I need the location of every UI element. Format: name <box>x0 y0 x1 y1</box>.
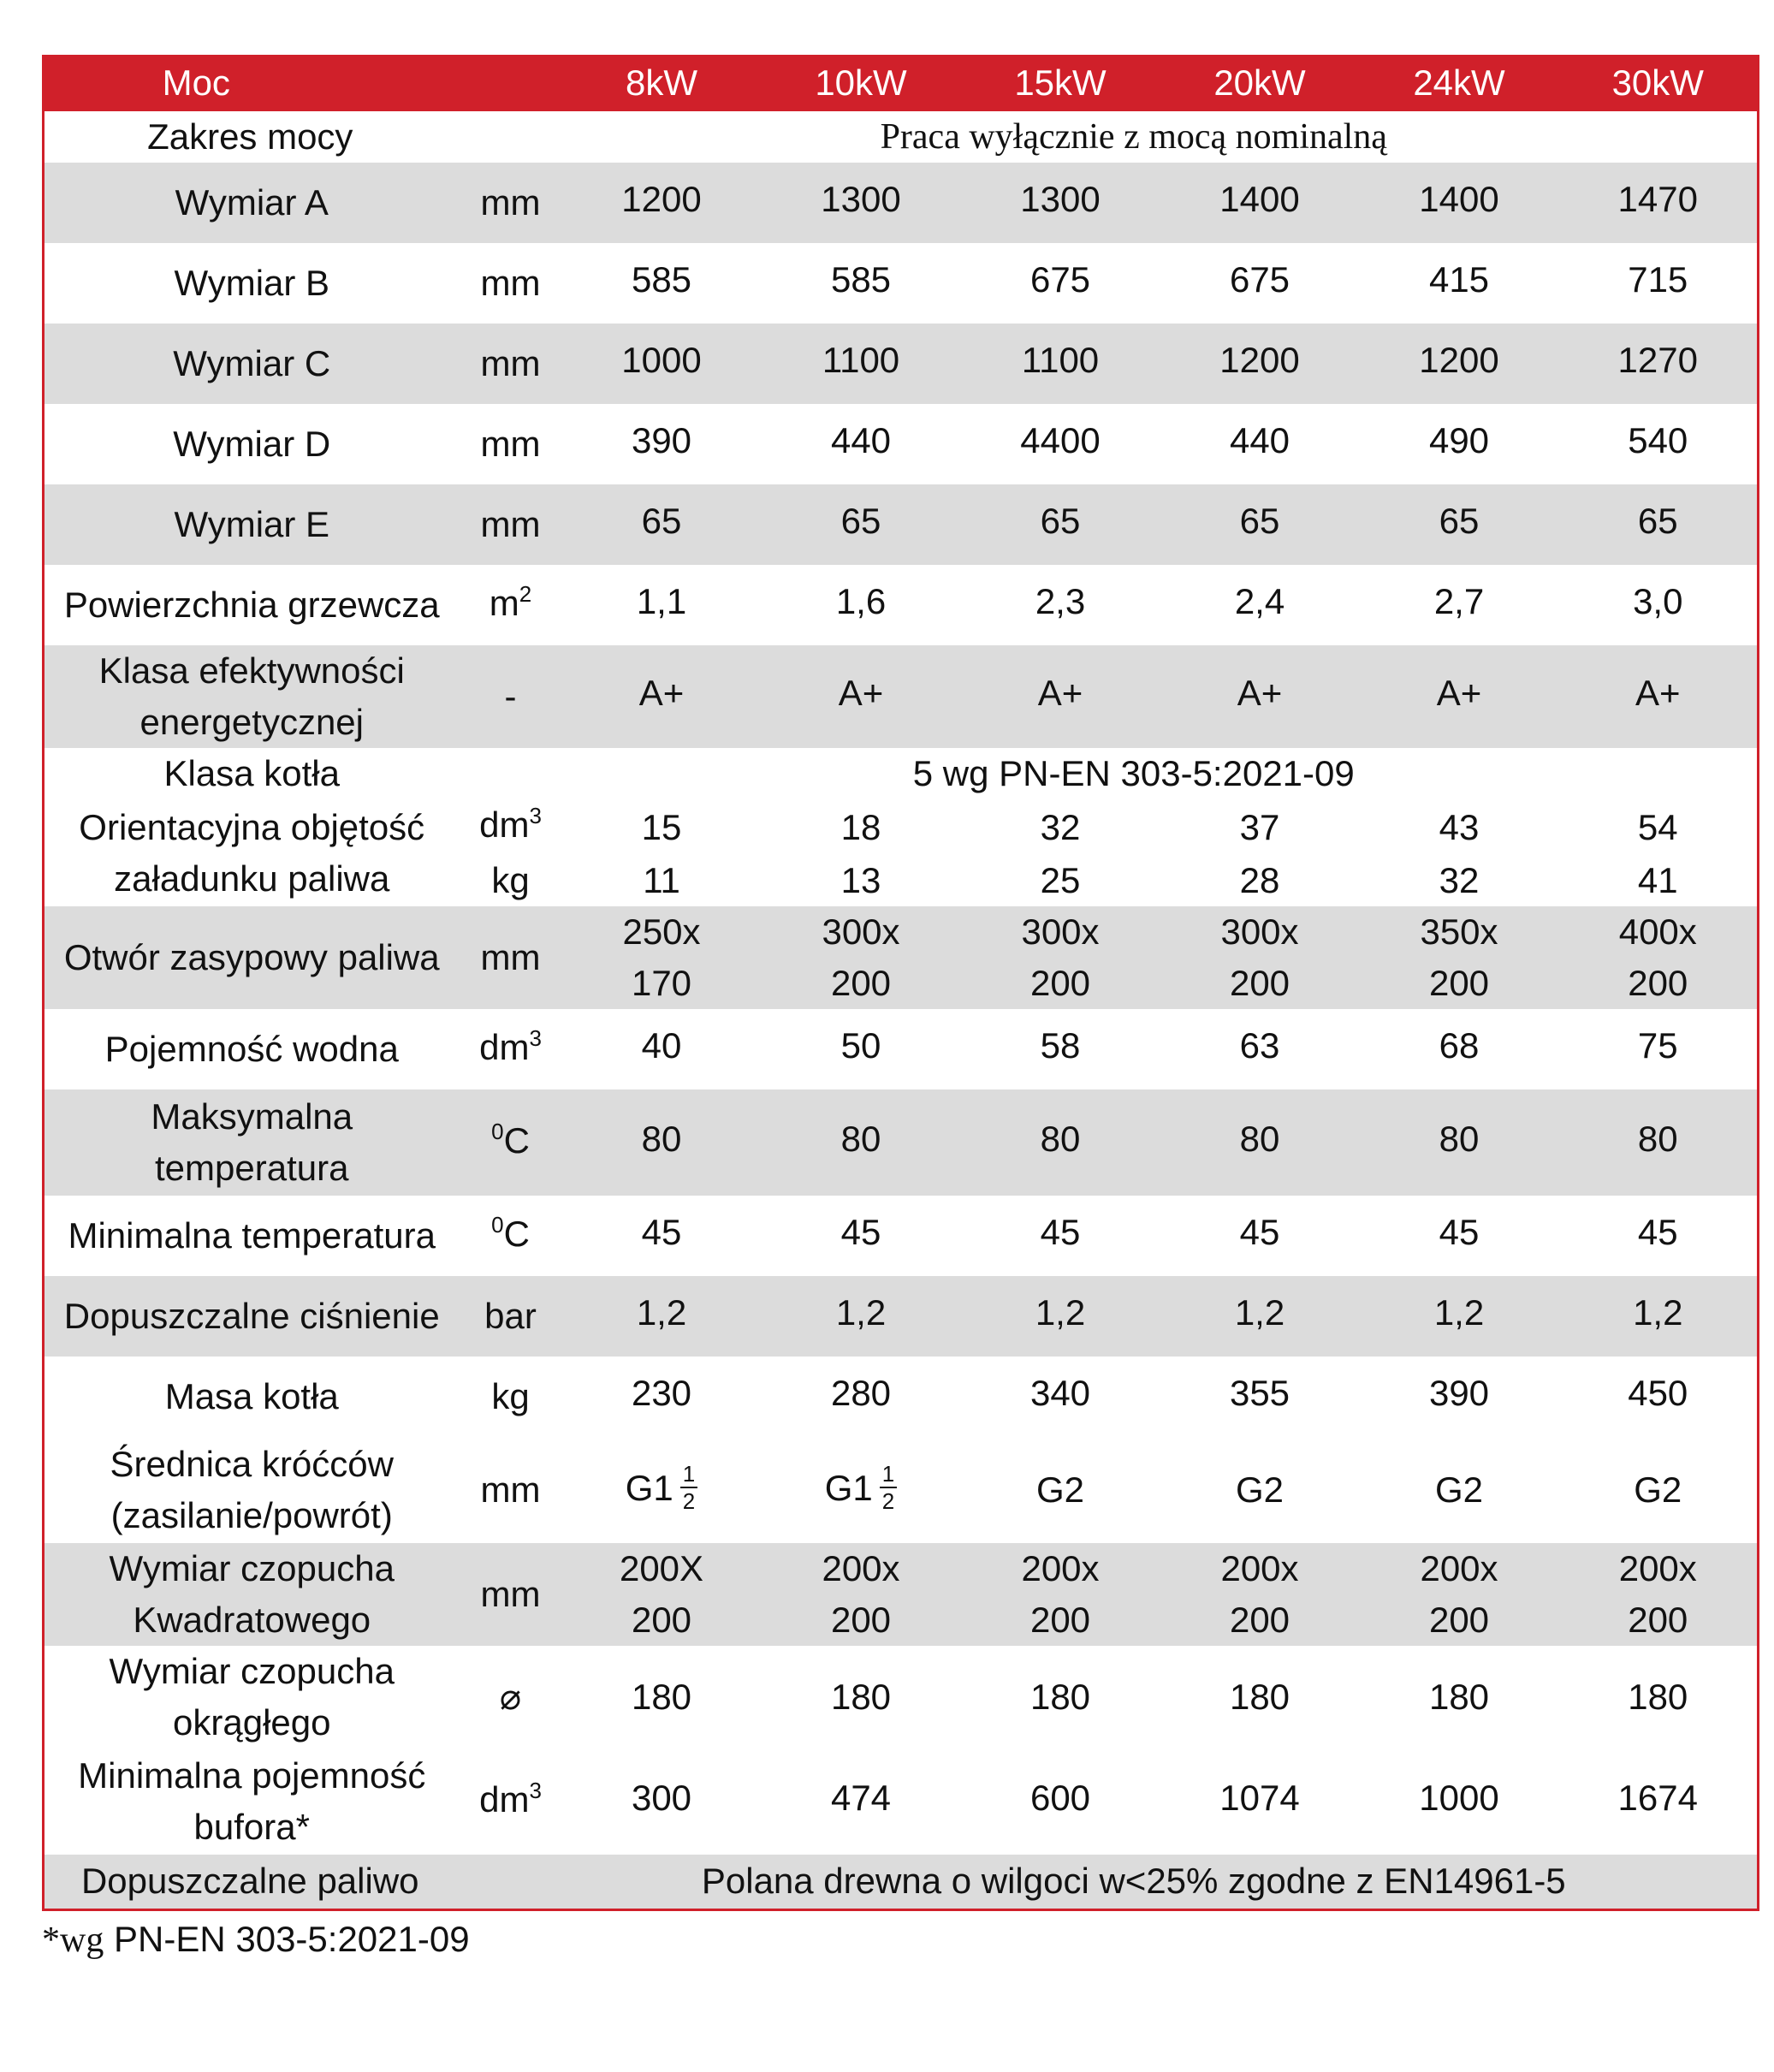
table-row <box>44 484 1759 565</box>
value-line-bottom: 200 <box>1428 1600 1490 1640</box>
value-cell: 440 <box>762 404 961 484</box>
value-cell: 1,2 <box>1559 1276 1759 1357</box>
table-row <box>44 1276 1759 1357</box>
header-power-20kw: 20kW <box>1160 55 1360 111</box>
unit-cell <box>460 565 562 645</box>
value-cell: 300 <box>562 1748 762 1855</box>
value-cell: 450 <box>1559 1357 1759 1437</box>
value-cell <box>1160 1543 1360 1646</box>
value-cell: 1,2 <box>1360 1276 1559 1357</box>
row-label-line: Średnica króćców <box>110 1444 394 1484</box>
unit-cell <box>460 799 562 855</box>
value-line-top: 200x <box>1220 1548 1299 1588</box>
row-czopuch-okragly <box>44 1646 1759 1748</box>
row-value-merged: 5 wg PN-EN 303-5:2021-09 <box>562 748 1759 799</box>
unit-cell <box>460 484 562 565</box>
table-row <box>44 1089 1759 1196</box>
row-label: Dopuszczalne ciśnienie <box>44 1276 460 1357</box>
value-line-top: 400x <box>1618 911 1697 952</box>
value-line-bottom: 200 <box>1229 963 1290 1003</box>
header-power-30kw: 30kW <box>1559 55 1759 111</box>
row-label <box>44 1437 460 1543</box>
value-cell: 2,3 <box>961 565 1160 645</box>
value-line-bottom: 200 <box>830 1600 892 1640</box>
value-line-bottom: 200 <box>1628 963 1688 1003</box>
row-label: Wymiar E <box>44 484 460 565</box>
spec-table <box>42 55 1759 1911</box>
value-cell: 45 <box>961 1196 1160 1276</box>
value-cell <box>961 1437 1160 1543</box>
unit-cell <box>460 1357 562 1437</box>
unit-cell <box>460 1276 562 1357</box>
value-cell: 43 <box>1360 799 1559 855</box>
unit-cell <box>460 1646 562 1748</box>
footnote <box>42 1914 470 1966</box>
row-srednica <box>44 1437 1759 1543</box>
row-bufor <box>44 1748 1759 1855</box>
value-cell: 40 <box>562 1009 762 1089</box>
unit-cell <box>460 645 562 748</box>
value-cell <box>1160 906 1360 1009</box>
table-row <box>44 1009 1759 1089</box>
unit-cell <box>460 243 562 324</box>
row-label: Wymiar D <box>44 404 460 484</box>
value-cell <box>1559 906 1759 1009</box>
row-label <box>44 799 460 906</box>
value-cell: A+ <box>562 645 762 748</box>
value-cell: 80 <box>961 1089 1160 1196</box>
value-cell: 390 <box>562 404 762 484</box>
value-cell: 415 <box>1360 243 1559 324</box>
row-zaladunek <box>44 799 1759 855</box>
unit-text: m <box>489 582 519 623</box>
value-cell: 490 <box>1360 404 1559 484</box>
value-cell: 474 <box>762 1748 961 1855</box>
value-line-top: 300x <box>1220 911 1299 952</box>
value-cell: 41 <box>1559 855 1759 906</box>
unit-cell <box>460 1009 562 1089</box>
row-label-line: temperatura <box>155 1148 349 1188</box>
value-cell: 1,2 <box>562 1276 762 1357</box>
value-cell: 1200 <box>562 163 762 243</box>
row-label-line: bufora* <box>193 1807 310 1847</box>
unit-text: C <box>503 1119 530 1161</box>
value-cell: 585 <box>762 243 961 324</box>
value-cell: 1074 <box>1160 1748 1360 1855</box>
row-label-line: Wymiar czopucha <box>109 1548 395 1588</box>
table-row <box>44 404 1759 484</box>
footnote-asterisk: * <box>42 1921 60 1960</box>
row-paliwo <box>44 1855 1759 1909</box>
row-value-merged: Praca wyłącznie z mocą nominalną <box>562 111 1759 163</box>
row-label: Minimalna temperatura <box>44 1196 460 1276</box>
row-label: Otwór zasypowy paliwa <box>44 906 460 1009</box>
value-cell <box>762 1437 961 1543</box>
row-label-line: Klasa efektywności <box>98 650 405 691</box>
value-line-top: 200x <box>822 1548 900 1588</box>
footnote-text: PN-EN 303-5:2021-09 <box>104 1919 470 1959</box>
unit-text: ⌀ <box>499 1677 522 1717</box>
unit-cell <box>460 404 562 484</box>
value-cell: A+ <box>1559 645 1759 748</box>
value-cell: A+ <box>1360 645 1559 748</box>
row-label-line: (zasilanie/powrót) <box>110 1495 393 1535</box>
value-cell: 80 <box>1559 1089 1759 1196</box>
value-text: G2 <box>1236 1469 1285 1510</box>
value-cell: 65 <box>1559 484 1759 565</box>
header-power-8kw: 8kW <box>562 55 762 111</box>
value-cell: 80 <box>1160 1089 1360 1196</box>
value-cell: 28 <box>1160 855 1360 906</box>
unit-superscript: 3 <box>529 1024 542 1051</box>
value-line-bottom: 200 <box>1029 1600 1091 1640</box>
unit-text: mm <box>480 182 541 223</box>
value-cell <box>1559 1543 1759 1646</box>
row-label-line: załadunku paliwa <box>114 858 390 899</box>
value-cell: 1,1 <box>562 565 762 645</box>
value-cell: 68 <box>1360 1009 1559 1089</box>
row-klasa-kotla <box>44 748 1759 799</box>
value-cell: 1000 <box>562 324 762 404</box>
unit-text: C <box>503 1213 530 1254</box>
value-cell: 75 <box>1559 1009 1759 1089</box>
value-cell: 390 <box>1360 1357 1559 1437</box>
value-cell: 1300 <box>762 163 961 243</box>
fraction-one-half <box>680 1461 697 1514</box>
unit-cell <box>460 906 562 1009</box>
row-label: Wymiar C <box>44 324 460 404</box>
table-row <box>44 645 1759 748</box>
value-cell: 45 <box>1360 1196 1559 1276</box>
value-cell <box>1360 906 1559 1009</box>
value-text: G1 <box>625 1468 673 1509</box>
value-cell: A+ <box>762 645 961 748</box>
header-row <box>44 55 1759 111</box>
row-label: Masa kotła <box>44 1357 460 1437</box>
row-label-line: Maksymalna <box>151 1096 353 1137</box>
value-cell: 1,2 <box>1160 1276 1360 1357</box>
value-cell: 1,2 <box>961 1276 1160 1357</box>
row-label <box>44 1089 460 1196</box>
value-cell: A+ <box>961 645 1160 748</box>
row-label <box>44 645 460 748</box>
value-line-top: 300x <box>1021 911 1100 952</box>
unit-text: dm <box>479 1026 530 1067</box>
footnote-wg: wg <box>60 1921 104 1960</box>
value-cell: 63 <box>1160 1009 1360 1089</box>
value-cell: 1674 <box>1559 1748 1759 1855</box>
unit-text: bar <box>484 1296 537 1336</box>
value-cell <box>1360 1543 1559 1646</box>
row-otwor <box>44 906 1759 1009</box>
unit-cell <box>460 855 562 906</box>
unit-text: mm <box>480 937 541 977</box>
unit-text: mm <box>480 424 541 464</box>
unit-superscript: 3 <box>529 803 542 828</box>
value-cell: 45 <box>1160 1196 1360 1276</box>
value-cell: 1270 <box>1559 324 1759 404</box>
value-cell <box>961 906 1160 1009</box>
value-cell: 25 <box>961 855 1160 906</box>
value-cell: 675 <box>1160 243 1360 324</box>
value-line-top: 200x <box>1021 1548 1100 1588</box>
value-cell: 180 <box>562 1646 762 1748</box>
value-cell: 18 <box>762 799 961 855</box>
value-line-top: 250x <box>622 911 701 952</box>
fraction-one-half <box>880 1461 897 1514</box>
value-cell: 440 <box>1160 404 1360 484</box>
row-label-line: Minimalna pojemność <box>78 1755 426 1796</box>
table-row <box>44 324 1759 404</box>
table-row <box>44 1196 1759 1276</box>
row-label-line: Kwadratowego <box>133 1600 371 1640</box>
value-cell: 32 <box>1360 855 1559 906</box>
unit-cell <box>460 1437 562 1543</box>
value-cell: 45 <box>762 1196 961 1276</box>
unit-cell <box>460 748 562 799</box>
fraction-denominator: 2 <box>881 1487 895 1514</box>
value-cell <box>1559 1437 1759 1543</box>
value-cell: 1470 <box>1559 163 1759 243</box>
unit-text: dm <box>479 1778 530 1820</box>
table-row <box>44 163 1759 243</box>
unit-text: mm <box>480 1469 541 1510</box>
unit-superscript: 0 <box>491 1211 504 1238</box>
row-label-line: okrągłego <box>173 1702 331 1742</box>
value-text: G2 <box>1036 1469 1085 1510</box>
value-cell: 4400 <box>961 404 1160 484</box>
unit-text: - <box>504 676 517 716</box>
row-value-merged: Polana drewna o wilgoci w<25% zgodne z EN14961-5 <box>562 1855 1759 1909</box>
value-cell: 340 <box>961 1357 1160 1437</box>
value-line-bottom: 170 <box>631 963 692 1003</box>
row-label: Powierzchnia grzewcza <box>44 565 460 645</box>
unit-cell <box>460 1543 562 1646</box>
value-cell: 65 <box>1360 484 1559 565</box>
value-cell: 585 <box>562 243 762 324</box>
value-cell: 715 <box>1559 243 1759 324</box>
value-cell <box>762 906 961 1009</box>
value-cell: 58 <box>961 1009 1160 1089</box>
value-line-top: 300x <box>822 911 900 952</box>
value-cell: 1100 <box>961 324 1160 404</box>
value-cell: 1100 <box>762 324 961 404</box>
header-label-moc: Moc <box>44 55 562 111</box>
value-cell: 80 <box>1360 1089 1559 1196</box>
unit-cell <box>460 324 562 404</box>
unit-text: mm <box>480 263 541 303</box>
value-cell: 180 <box>1160 1646 1360 1748</box>
value-text: G2 <box>1435 1469 1484 1510</box>
value-cell: 65 <box>562 484 762 565</box>
value-cell <box>762 1543 961 1646</box>
value-cell: 180 <box>1360 1646 1559 1748</box>
value-cell <box>961 1543 1160 1646</box>
row-label: Wymiar A <box>44 163 460 243</box>
unit-superscript: 0 <box>491 1118 504 1144</box>
value-cell: 50 <box>762 1009 961 1089</box>
value-line-top: 200x <box>1420 1548 1498 1588</box>
unit-text: dm <box>479 804 530 845</box>
value-cell <box>562 906 762 1009</box>
value-cell: 15 <box>562 799 762 855</box>
unit-cell <box>460 1089 562 1196</box>
value-cell: 675 <box>961 243 1160 324</box>
value-line-bottom: 200 <box>1229 1600 1290 1640</box>
value-cell: 65 <box>961 484 1160 565</box>
value-cell: 2,4 <box>1160 565 1360 645</box>
value-cell: 1000 <box>1360 1748 1559 1855</box>
table-row <box>44 1357 1759 1437</box>
value-cell: 180 <box>1559 1646 1759 1748</box>
unit-text: mm <box>480 1574 541 1614</box>
value-cell: 3,0 <box>1559 565 1759 645</box>
row-label <box>44 1646 460 1748</box>
unit-text: kg <box>491 1376 530 1416</box>
row-czopuch-kwadratowy <box>44 1543 1759 1646</box>
value-cell <box>562 1437 762 1543</box>
table-row <box>44 243 1759 324</box>
value-cell: 600 <box>961 1748 1160 1855</box>
value-cell: 13 <box>762 855 961 906</box>
value-text: G2 <box>1634 1469 1682 1510</box>
value-line-bottom: 200 <box>830 963 892 1003</box>
value-line-top: 350x <box>1420 911 1498 952</box>
row-label-line: Wymiar czopucha <box>109 1651 395 1691</box>
value-cell: 355 <box>1160 1357 1360 1437</box>
value-cell: 80 <box>562 1089 762 1196</box>
value-cell: 65 <box>1160 484 1360 565</box>
value-cell: 1300 <box>961 163 1160 243</box>
unit-superscript: 3 <box>529 1777 542 1803</box>
unit-cell <box>460 1748 562 1855</box>
value-cell: 80 <box>762 1089 961 1196</box>
row-label: Klasa kotła <box>44 748 460 799</box>
value-cell: A+ <box>1160 645 1360 748</box>
value-line-bottom: 200 <box>1628 1600 1688 1640</box>
value-cell: 11 <box>562 855 762 906</box>
value-cell: 37 <box>1160 799 1360 855</box>
row-label <box>44 1748 460 1855</box>
table-row <box>44 565 1759 645</box>
value-cell: 45 <box>562 1196 762 1276</box>
value-cell: 180 <box>961 1646 1160 1748</box>
unit-superscript: 2 <box>519 580 532 607</box>
value-cell: 180 <box>762 1646 961 1748</box>
unit-text: mm <box>480 504 541 544</box>
value-line-top: 200X <box>619 1548 704 1588</box>
value-text: G1 <box>824 1468 873 1509</box>
value-line-bottom: 200 <box>1029 963 1091 1003</box>
row-label: Dopuszczalne paliwo <box>44 1855 562 1909</box>
value-line-bottom: 200 <box>1428 963 1490 1003</box>
value-cell <box>1360 1437 1559 1543</box>
value-cell: 32 <box>961 799 1160 855</box>
value-cell: 2,7 <box>1360 565 1559 645</box>
value-cell: 1400 <box>1360 163 1559 243</box>
value-cell: 1,2 <box>762 1276 961 1357</box>
value-cell: 1,6 <box>762 565 961 645</box>
value-line-top: 200x <box>1618 1548 1697 1588</box>
value-cell <box>1160 1437 1360 1543</box>
value-line-bottom: 200 <box>631 1600 692 1640</box>
fraction-numerator: 1 <box>880 1461 897 1488</box>
value-cell: 1200 <box>1160 324 1360 404</box>
value-cell: 1400 <box>1160 163 1360 243</box>
row-label-line: energetycznej <box>139 702 364 742</box>
value-cell: 230 <box>562 1357 762 1437</box>
unit-cell <box>460 163 562 243</box>
row-label: Wymiar B <box>44 243 460 324</box>
fraction-numerator: 1 <box>680 1461 697 1488</box>
header-power-15kw: 15kW <box>961 55 1160 111</box>
row-label-line: Orientacyjna objętość <box>79 806 425 847</box>
row-label <box>44 1543 460 1646</box>
value-cell: 1200 <box>1360 324 1559 404</box>
row-label: Pojemność wodna <box>44 1009 460 1089</box>
value-cell: 45 <box>1559 1196 1759 1276</box>
unit-text: mm <box>480 343 541 383</box>
value-cell <box>562 1543 762 1646</box>
row-zakres-mocy <box>44 111 1759 163</box>
unit-text: kg <box>491 860 530 900</box>
spec-table-container <box>42 55 1757 1911</box>
header-power-10kw: 10kW <box>762 55 961 111</box>
value-cell: 280 <box>762 1357 961 1437</box>
value-cell: 65 <box>762 484 961 565</box>
value-cell: 540 <box>1559 404 1759 484</box>
row-label: Zakres mocy <box>44 111 562 163</box>
fraction-denominator: 2 <box>682 1487 696 1514</box>
value-cell: 54 <box>1559 799 1759 855</box>
header-power-24kw: 24kW <box>1360 55 1559 111</box>
unit-cell <box>460 1196 562 1276</box>
